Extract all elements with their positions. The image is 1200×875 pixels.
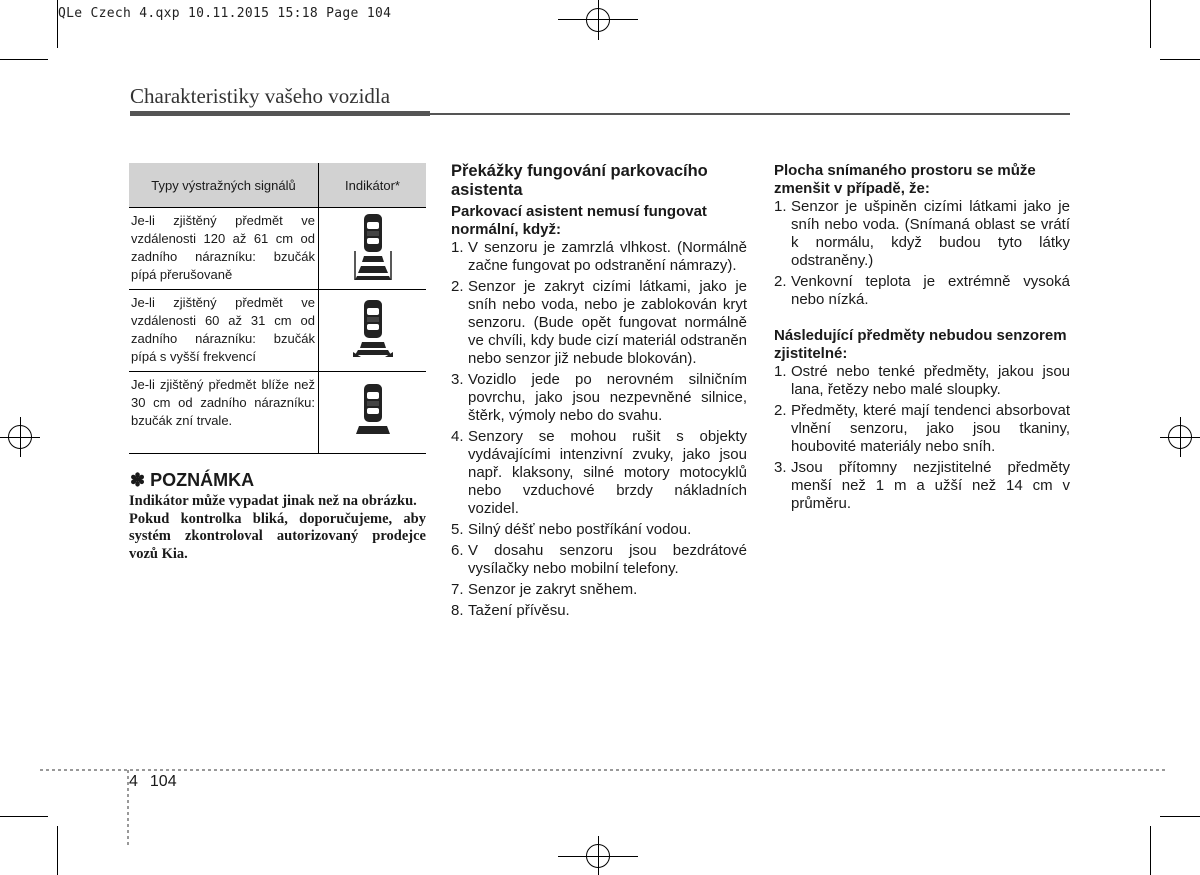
list-text: Tažení přívěsu.: [468, 602, 570, 619]
list-item: [774, 402, 1070, 456]
list-number: 6.: [451, 542, 464, 559]
list-text: Senzor je zakryt cizími látkami, jako je sníh nebo voda, nebo je zablokován kryt senzoru. (Bude opět fungovat normálně ve chvíli, kdy bude cizí materiál odstraněn nebo senzor již nebude blokován).: [468, 278, 747, 367]
list-number: 3.: [451, 371, 464, 388]
signal-description: Je-li zjištěný předmět ve vzdálenosti 60 až 31 cm od zadního nárazníku: bzučák pípá s vyšší frekvencí: [129, 290, 319, 372]
column-header-indicator: [319, 163, 427, 208]
section-rule: [130, 111, 430, 116]
list-number: 4.: [451, 428, 464, 445]
list-item: [451, 542, 747, 578]
note-paragraph: Pokud kontrolka bliká, doporučujeme, aby systém zkontroloval autorizovaný prodejce vozů Kia.: [129, 510, 426, 562]
sensing-area-list: [774, 198, 1070, 309]
parking-sensor-near-icon: [353, 381, 393, 439]
list-item: [451, 602, 747, 620]
list-text: Silný déšť nebo postříkání vodou.: [468, 521, 692, 538]
signal-description: Je-li zjištěný předmět ve vzdálenosti 120 až 61 cm od zadního nárazníku: bzučák pípá přerušovaně: [129, 208, 319, 290]
column-header-label: Typy výstražných signálů: [151, 177, 296, 193]
list-text: Vozidlo jede po nerovném silničním povrchu, jako jsou nezpevněné silnice, štěrk, výmoly nebo do svahu.: [468, 371, 747, 424]
section-subheading: Následující předměty nebudou senzorem zjistitelné:: [774, 327, 1067, 362]
list-number: 1.: [451, 239, 464, 256]
list-item: [774, 459, 1070, 513]
list-number: 1.: [774, 198, 787, 215]
list-text: Senzor je zakryt sněhem.: [468, 581, 638, 598]
obstacle-list: [451, 239, 747, 620]
signal-description: Je-li zjištěný předmět blíže než 30 cm od zadního nárazníku: bzučák zní trvale.: [129, 372, 319, 454]
chapter-number: 4: [129, 773, 138, 790]
undetectable-objects-list: [774, 363, 1070, 513]
page-number: [129, 773, 177, 791]
list-text: Jsou přítomny nezjistitelné předměty menší než 1 m a užší než 14 cm v průměru.: [791, 459, 1070, 512]
list-item: [774, 273, 1070, 309]
sensing-area-section: [774, 162, 1070, 513]
list-item: [451, 239, 747, 275]
list-item: [451, 278, 747, 368]
list-text: Venkovní teplota je extrémně vysoká nebo nízká.: [791, 273, 1070, 308]
indicator-cell: [319, 290, 427, 372]
parking-sensor-mid-icon: [351, 297, 395, 359]
section-heading: Překážky fungování parkovacího asistenta: [451, 162, 708, 199]
section-subheading: Plocha snímaného prostoru se může zmenšit v případě, že:: [774, 162, 1036, 197]
table-row: [129, 208, 426, 290]
list-number: 8.: [451, 602, 464, 619]
list-number: 2.: [774, 402, 787, 419]
section-title: Charakteristiky vašeho vozidla: [130, 84, 391, 108]
table-header-row: [129, 163, 426, 208]
table-row: [129, 290, 426, 372]
list-item: [451, 428, 747, 518]
list-item: [451, 581, 747, 599]
list-number: 3.: [774, 459, 787, 476]
indicator-cell: [319, 208, 427, 290]
list-text: Senzor je ušpiněn cizími látkami jako je sníh nebo voda. (Snímaná oblast se vrátí k normálu, když budou tyto látky odstraněny.): [791, 198, 1070, 269]
list-number: 1.: [774, 363, 787, 380]
section-subheading: Parkovací asistent nemusí fungovat normální, když:: [451, 203, 707, 238]
list-item: [774, 198, 1070, 270]
column-header-label: Indikátor*: [345, 177, 400, 193]
list-number: 5.: [451, 521, 464, 538]
list-item: [451, 371, 747, 425]
list-text: Senzory se mohou rušit s objekty vydávajícími intenzivní zvuky, jako jsou např. klaksony, silné motory motocyklů nebo vzduchové brzdy nákladních vozidel.: [468, 428, 747, 517]
list-number: 7.: [451, 581, 464, 598]
print-header: QLe Czech 4.qxp 10.11.2015 15:18 Page 104: [58, 6, 392, 21]
column-header-signal-types: [129, 163, 319, 208]
note-title: ✽ POZNÁMKA: [130, 470, 255, 490]
warning-signal-table: [129, 163, 426, 454]
page-number-value: 104: [149, 773, 177, 790]
list-number: 2.: [451, 278, 464, 295]
parking-sensor-far-icon: [353, 211, 393, 281]
parking-assist-obstacles-section: [451, 162, 747, 620]
list-number: 2.: [774, 273, 787, 290]
table-row: [129, 372, 426, 454]
indicator-cell: [319, 372, 427, 454]
footer-rules: [40, 766, 1170, 846]
note-body: [129, 493, 426, 563]
section-rule-thin: [430, 113, 1070, 115]
list-text: Ostré nebo tenké předměty, jakou jsou lana, řetězy nebo malé sloupky.: [791, 363, 1070, 398]
note-paragraph: Indikátor může vypadat jinak než na obrázku.: [129, 493, 417, 509]
list-item: [774, 363, 1070, 399]
list-text: V dosahu senzoru jsou bezdrátové vysílačky nebo mobilní telefony.: [468, 542, 747, 577]
list-text: Předměty, které mají tendenci absorbovat vlnění senzoru, jako jsou tkaniny, houbovité materiály nebo sníh.: [791, 402, 1070, 455]
list-item: [451, 521, 747, 539]
list-text: V senzoru je zamrzlá vlhkost. (Normálně začne fungovat po odstranění námrazy).: [468, 239, 747, 274]
